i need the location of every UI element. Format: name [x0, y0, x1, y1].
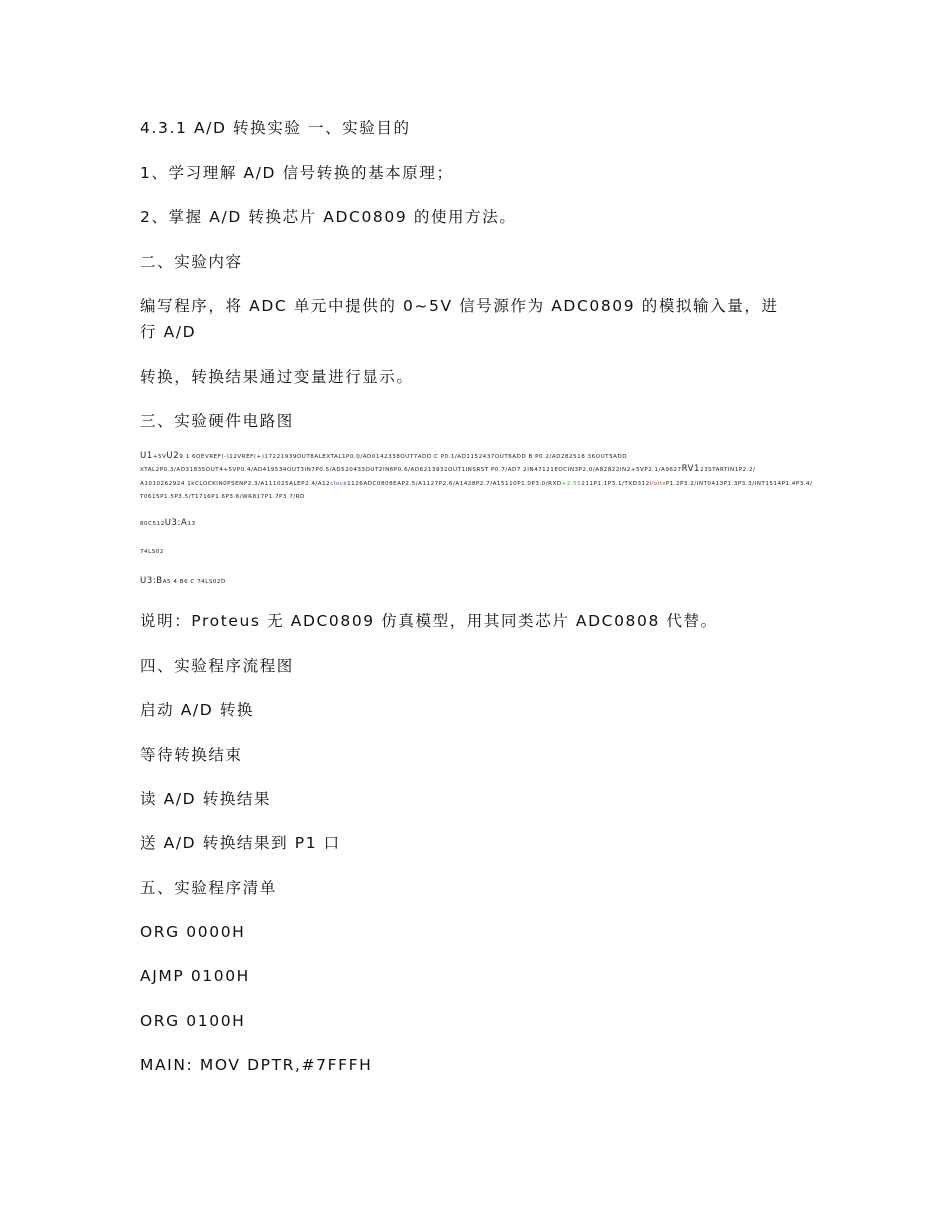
code-line: MAIN: MOV DPTR,#7FFFH: [140, 1056, 373, 1074]
code-line: ORG 0100H: [140, 1012, 246, 1030]
content-paragraph-cont: 转换，转换结果通过变量进行显示。: [140, 368, 414, 386]
circuit-row-7: U3:BA5 4 B6 C 74LS02D: [140, 576, 226, 586]
circuit-row-2: XTAL2P0.3/AD31835OUT4+5VP0.4/AD419534OUT3IN7P0.5/AD520433OUT2IN6P0.6/AD6213932OUT1INSRST P0.7/AD7 2IN47121EOCIN3P2.0/A82822IN2+5VP2.1/A9627RV123STARTIN1P2.2/: [140, 464, 756, 474]
section-5-title: 五、实验程序清单: [140, 879, 277, 897]
circuit-row-6: 74LS02: [140, 549, 164, 555]
section-heading: 4.3.1 A/D 转换实验 一、实验目的: [140, 119, 411, 137]
flow-step: 等待转换结束: [140, 746, 243, 764]
circuit-row-5: 80C512U3:A13: [140, 518, 196, 528]
flow-step: 启动 A/D 转换: [140, 701, 255, 719]
section-4-title: 四、实验程序流程图: [140, 657, 294, 675]
section-2-title: 二、实验内容: [140, 253, 243, 271]
flow-step: 读 A/D 转换结果: [140, 790, 272, 808]
section-3-title: 三、实验硬件电路图: [140, 412, 294, 430]
circuit-row-3: A1010262924 1kCLOCKIN0PSENP2.3/A111025ALEP2.4/A12clock1126ADC0808EAP2.5/A1127P2.6/A1428P2.7/A15110P1.0P3.0/RXD+2.55211P1.1P3.1/TXD312VoltsP1.2P3.2/INT0413P1.3P3.3/INT1514P1.4P3.4/: [140, 481, 813, 487]
purpose-item-2: 2、掌握 A/D 转换芯片 ADC0809 的使用方法。: [140, 208, 517, 226]
code-line: ORG 0000H: [140, 923, 246, 941]
purpose-item-1: 1、学习理解 A/D 信号转换的基本原理；: [140, 164, 454, 182]
circuit-row-4: T0615P1.5P3.5/T1716P1.6P3.6/WR817P1.7P3.7/RD: [140, 494, 305, 500]
content-paragraph: 编写程序，将 ADC 单元中提供的 0~5V 信号源作为 ADC0809 的模拟输入量，进行 A/D: [140, 297, 779, 341]
code-line: AJMP 0100H: [140, 967, 250, 985]
note-paragraph: 说明：Proteus 无 ADC0809 仿真模型，用其同类芯片 ADC0808 代替。: [140, 612, 718, 630]
circuit-row-1: U1+5VU29 1 6OEVREF(-)12VREF(+)17221939OUT8ALEXTAL1P0.0/AD0142338OUT7ADD C P0.1/AD1152437OUT6ADD B P0.2/AD282518 36OUT5ADD: [140, 451, 628, 461]
flow-step: 送 A/D 转换结果到 P1 口: [140, 834, 341, 852]
